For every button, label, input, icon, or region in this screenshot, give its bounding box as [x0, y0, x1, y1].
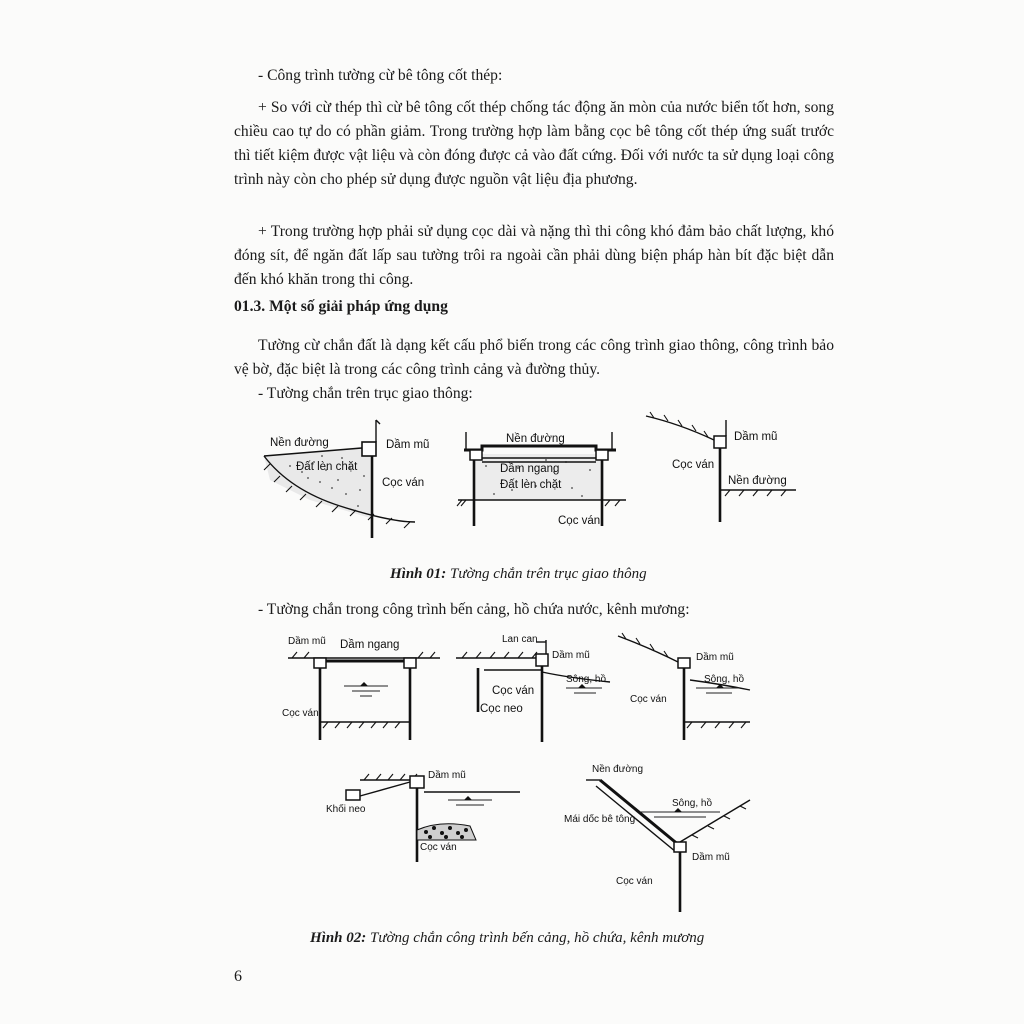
label-2b-cap: Dầm mũ: [552, 650, 590, 661]
paragraph-disadvantages: + Trong trường hợp phải sử dụng cọc dài và nặng thì thi công khó đảm bảo chất lượng, khó đóng sít, để ngăn đất lấp sau tường trôi ra ngoài cần phải dùng biện pháp hàn bít đặc biệt dẫn đến khó khăn trong thi công.: [234, 223, 834, 288]
paragraph-traffic-walls: - Tường chắn trên trục giao thông:: [258, 385, 473, 402]
label-2a-cap: Dầm mũ: [288, 636, 326, 647]
figure-02-caption: [310, 930, 704, 947]
label-2e-slope: Mái dốc bê tông: [564, 814, 636, 825]
label-2c-river: Sông, hồ: [704, 674, 745, 685]
figure-02-diagram-c: [618, 633, 750, 740]
figure-02-caption-text: Tường chắn công trình bến cảng, hồ chứa, kênh mương: [366, 930, 705, 946]
label-2e-road: Nền đường: [592, 764, 644, 775]
page-number: 6: [234, 968, 242, 985]
label-1b-road: Nền đường: [506, 433, 565, 445]
figure-02-diagram-e: [564, 763, 750, 912]
figure-02-diagram-b: [456, 634, 610, 742]
label-2d-block: Khối neo: [326, 804, 366, 815]
label-2d-cap: Dầm mũ: [428, 770, 466, 781]
label-2e-river: Sông, hồ: [672, 798, 713, 809]
figure-01-caption: [390, 566, 647, 583]
label-1c-pile: Cọc ván: [672, 459, 715, 471]
label-2b-anchor: Cọc neo: [480, 703, 523, 715]
figure-01-diagram-b: [457, 432, 626, 527]
figure-01-caption-text: Tường chắn trên trục giao thông: [446, 566, 647, 582]
label-1c-road: Nền đường: [728, 475, 787, 487]
figure-02: [280, 630, 800, 930]
figure-01: [250, 410, 810, 560]
label-2c-cap: Dầm mũ: [696, 652, 734, 663]
label-2b-river: Sông, hồ: [566, 674, 607, 685]
figure-01-diagram-c: [646, 412, 796, 522]
label-2a-beam: Dầm ngang: [340, 639, 400, 651]
figure-01-diagram-a: [264, 420, 429, 538]
figure-02-diagram-d: [326, 769, 520, 862]
figure-02-diagram-a: [282, 635, 440, 740]
label-1a-cap: Dầm mũ: [386, 439, 430, 451]
label-1b-pile: Cọc ván: [558, 515, 601, 527]
figure-02-caption-label: Hình 02:: [310, 930, 367, 946]
label-2d-pile: Cọc ván: [420, 842, 457, 853]
label-2b-rail: Lan can: [502, 634, 538, 645]
label-1a-road: Nền đường: [270, 437, 329, 449]
paragraph-advantages: + So với cừ thép thì cừ bê tông cốt thép chống tác động ăn mòn của nước biển tốt hơn, song chiều cao tự do có phần giảm. Trong trường hợp làm bằng cọc bê tông cốt thép ứng suất trước thì tiết kiệm được vật liệu và còn đóng được cả vào đất cứng. Đối với nước ta sử dụng loại công trình này còn cho phép sử dụng được nguồn vật liệu địa phương.: [234, 99, 834, 188]
label-1c-cap: Dầm mũ: [734, 431, 778, 443]
label-1b-beam: Dầm ngang: [500, 463, 560, 475]
label-1b-fill: Đất lèn chặt: [500, 479, 562, 491]
label-2e-cap: Dầm mũ: [692, 852, 730, 863]
paragraph-intro: Tường cừ chắn đất là dạng kết cấu phổ biến trong các công trình giao thông, công trình bảo vệ bờ, đặc biệt là trong các công trình cảng và đường thủy.: [234, 337, 834, 378]
label-2b-pile: Cọc ván: [492, 685, 535, 697]
label-2e-pile: Cọc ván: [616, 876, 653, 887]
label-2a-pile: Cọc ván: [282, 708, 319, 719]
paragraph-port-walls: - Tường chắn trong công trình bến cảng, hồ chứa nước, kênh mương:: [258, 601, 690, 618]
label-2c-pile: Cọc ván: [630, 694, 667, 705]
label-1a-pile: Cọc ván: [382, 477, 425, 489]
paragraph-reinforced-concrete: - Công trình tường cừ bê tông cốt thép:: [258, 67, 503, 84]
section-heading: 01.3. Một số giải pháp ứng dụng: [234, 298, 448, 315]
figure-01-caption-label: Hình 01:: [390, 566, 447, 582]
label-1a-fill: Đất lèn chặt: [296, 461, 358, 473]
